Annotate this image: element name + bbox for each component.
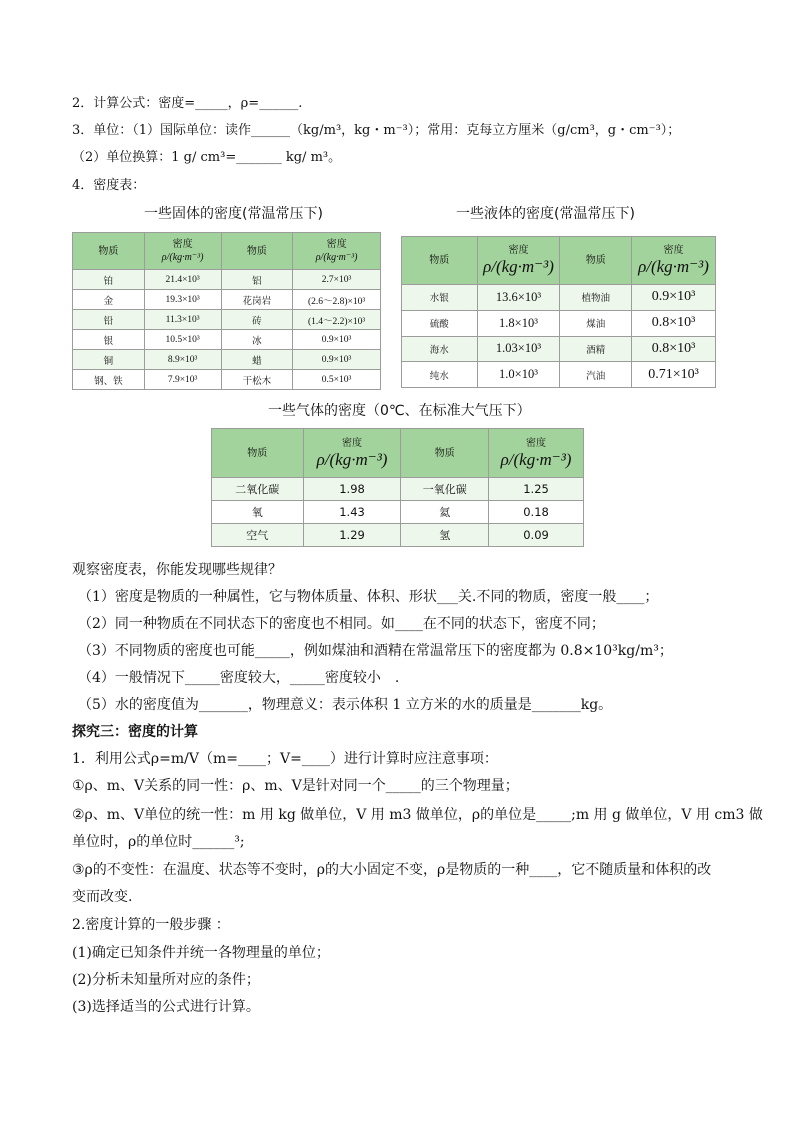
- gases-table: [211, 428, 584, 547]
- table-cell: 0.18: [489, 501, 584, 524]
- table-cell: 水银: [402, 285, 478, 311]
- table-cell: 2.7×10³: [293, 270, 381, 290]
- table-row: [402, 310, 716, 336]
- header-substance: 物质: [401, 429, 489, 478]
- table-row: [402, 362, 716, 388]
- header-substance: 物质: [402, 237, 478, 285]
- table-cell: 0.9×10³: [632, 285, 716, 311]
- table-cell: 铜: [73, 350, 145, 370]
- explore-title: 探究三：密度的计算: [72, 724, 198, 740]
- table-cell: 0.9×10³: [293, 330, 381, 350]
- table-cell: 氦: [401, 501, 489, 524]
- header-density: 密度 ρ/(kg·m⁻³): [477, 237, 560, 285]
- step-1: (1)确定已知条件并统一各物理量的单位；: [72, 945, 330, 961]
- table-cell: 一氧化碳: [401, 478, 489, 501]
- liquids-table-caption: 一些液体的密度(常温常压下): [456, 206, 635, 222]
- table-cell: 7.9×10³: [144, 370, 221, 390]
- table-cell: 8.9×10³: [144, 350, 221, 370]
- observe-point-2: （2）同一种物质在不同状态下的密度也不相同。如____在不同的状态下，密度不同；: [78, 616, 605, 632]
- table-cell: 11.3×10³: [144, 310, 221, 330]
- table-cell: 钢、铁: [73, 370, 145, 390]
- table-cell: 氧: [212, 501, 304, 524]
- header-density: 密度 ρ/(kg·m⁻³): [632, 237, 716, 285]
- invariance-note-line-1: ③ρ的不变性：在温度、状态等不变时，ρ的大小固定不变，ρ是物质的一种____，它不随质量和体积的改: [72, 862, 712, 878]
- observe-point-4: （4）一般情况下_____密度较大，_____密度较小 .: [78, 670, 400, 686]
- observe-question: 观察密度表，你能发现哪些规律？: [72, 562, 282, 578]
- table-cell: 花岗岩: [221, 290, 293, 310]
- unit-note-line-2: 单位时，ρ的单位时______³;: [72, 834, 245, 850]
- table-cell: 煤油: [560, 310, 632, 336]
- header-density: 密度 ρ/(kg·m⁻³): [293, 233, 381, 270]
- table-row: [212, 501, 584, 524]
- table-cell: 1.8×10³: [477, 310, 560, 336]
- table-cell: 13.6×10³: [477, 285, 560, 311]
- table-row: [73, 350, 381, 370]
- table-cell: 硫酸: [402, 310, 478, 336]
- consistency-note: ①ρ、m、V关系的同一性：ρ、m、V是针对同一个_____的三个物理量；: [72, 778, 519, 794]
- table-row: [212, 524, 584, 547]
- table-cell: 0.09: [489, 524, 584, 547]
- table-cell: 10.5×10³: [144, 330, 221, 350]
- table-cell: 酒精: [560, 336, 632, 362]
- table-cell: 1.29: [303, 524, 401, 547]
- conversion-line: （2）单位换算：1 g/ cm³=_______ kg/ m³。: [72, 150, 342, 165]
- calc-note-1: 1．利用公式ρ=m/V（m=____；V=____）进行计算时应注意事项：: [72, 751, 498, 767]
- table-cell: 1.25: [489, 478, 584, 501]
- table-row: [402, 285, 716, 311]
- table-cell: 金: [73, 290, 145, 310]
- header-substance: 物质: [221, 233, 293, 270]
- table-cell: 0.8×10³: [632, 310, 716, 336]
- header-substance: 物质: [73, 233, 145, 270]
- table-cell: 植物油: [560, 285, 632, 311]
- table-cell: (1.4～2.2)×10³: [293, 310, 381, 330]
- table-cell: 铝: [221, 270, 293, 290]
- table-row: [73, 270, 381, 290]
- unit-note-line-1: ②ρ、m、V单位的统一性：m 用 kg 做单位，V 用 m3 做单位，ρ的单位是_____;m 用 g 做单位，V 用 cm3 做: [72, 807, 763, 823]
- table-cell: 空气: [212, 524, 304, 547]
- table-cell: 21.4×10³: [144, 270, 221, 290]
- liquids-table: [401, 236, 716, 388]
- observe-point-5: （5）水的密度值为_______，物理意义：表示体积 1 立方米的水的质量是_______kg。: [78, 697, 613, 713]
- table-cell: 0.8×10³: [632, 336, 716, 362]
- table-cell: 汽油: [560, 362, 632, 388]
- table-row: [212, 478, 584, 501]
- table-cell: (2.6～2.8)×10³: [293, 290, 381, 310]
- table-row: [73, 290, 381, 310]
- table-cell: 铅: [73, 310, 145, 330]
- table-cell: 砖: [221, 310, 293, 330]
- table-cell: 19.3×10³: [144, 290, 221, 310]
- table-row: [73, 310, 381, 330]
- header-substance: 物质: [560, 237, 632, 285]
- unit-line: 3．单位：（1）国际单位：读作______（kg/m³，kg・m⁻³）；常用：克每立方厘米（g/cm³，g・cm⁻³）；: [72, 123, 681, 138]
- header-substance: 物质: [212, 429, 304, 478]
- solids-table-caption: 一些固体的密度(常温常压下): [144, 206, 323, 222]
- table-cell: 银: [73, 330, 145, 350]
- gases-table-caption: 一些气体的密度（0℃、在标准大气压下）: [268, 403, 531, 419]
- table-cell: 二氧化碳: [212, 478, 304, 501]
- table-cell: 海水: [402, 336, 478, 362]
- formula-line: 2．计算公式：密度=_____，ρ=______.: [72, 96, 303, 111]
- density-table-heading: 4．密度表：: [72, 178, 146, 193]
- table-cell: 1.98: [303, 478, 401, 501]
- header-density: 密度 ρ/(kg·m⁻³): [144, 233, 221, 270]
- table-cell: 蜡: [221, 350, 293, 370]
- table-row: [73, 330, 381, 350]
- table-cell: 0.5×10³: [293, 370, 381, 390]
- solids-table: [72, 232, 381, 390]
- observe-point-3: （3）不同物质的密度也可能_____，例如煤油和酒精在常温常压下的密度都为 0.8×10³kg/m³；: [78, 643, 673, 659]
- table-row: [73, 370, 381, 390]
- table-cell: 纯水: [402, 362, 478, 388]
- table-cell: 1.03×10³: [477, 336, 560, 362]
- invariance-note-line-2: 变而改变.: [72, 889, 133, 905]
- table-cell: 1.43: [303, 501, 401, 524]
- table-cell: 0.71×10³: [632, 362, 716, 388]
- table-cell: 1.0×10³: [477, 362, 560, 388]
- step-3: (3)选择适当的公式进行计算。: [72, 999, 260, 1015]
- step-2: (2)分析未知量所对应的条件；: [72, 972, 260, 988]
- header-density: 密度 ρ/(kg·m⁻³): [303, 429, 401, 478]
- table-cell: 冰: [221, 330, 293, 350]
- table-row: [402, 336, 716, 362]
- table-cell: 0.9×10³: [293, 350, 381, 370]
- table-cell: 铂: [73, 270, 145, 290]
- table-cell: 干松木: [221, 370, 293, 390]
- observe-point-1: （1）密度是物质的一种属性，它与物体质量、体积、形状___关.不同的物质，密度一般____；: [78, 589, 659, 605]
- table-cell: 氢: [401, 524, 489, 547]
- steps-heading: 2.密度计算的一般步骤 ：: [72, 917, 230, 933]
- header-density: 密度 ρ/(kg·m⁻³): [489, 429, 584, 478]
